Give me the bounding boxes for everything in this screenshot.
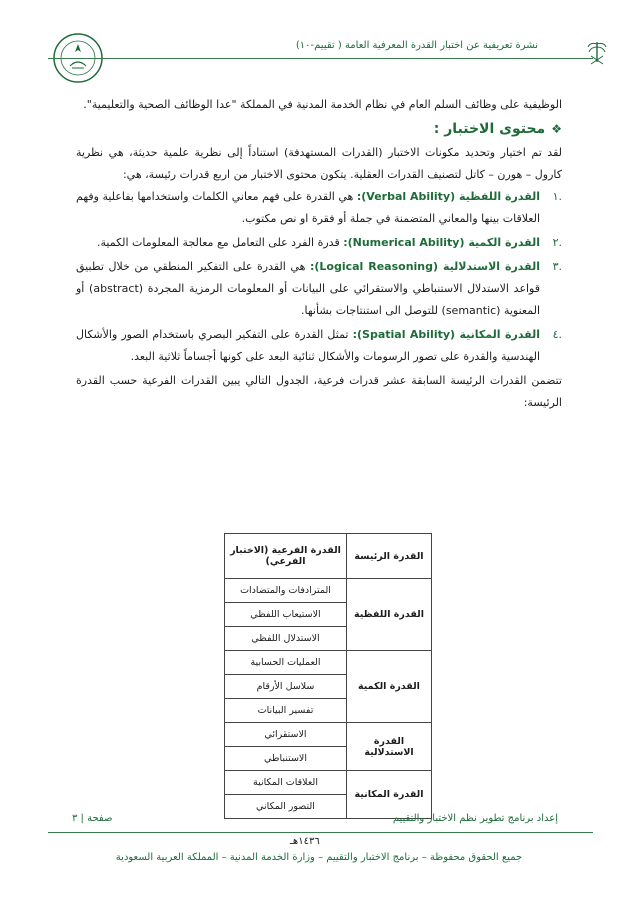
footer-page-number: صفحة | ٣	[72, 813, 113, 824]
table-row	[225, 651, 432, 675]
list-item-text: هي القدرة على التفكير المنطقي من خلال تطبيق قواعد الاستدلال الاستنباطي والاستقرائي على البيانات أو المعلومات الرمزية المجردة (abstract) أو المعنوية (semantic) للتوصل الى استنتاجات بشأنها.	[76, 260, 541, 317]
table-row	[225, 771, 432, 795]
sub-ability-cell: تفسير البيانات	[225, 699, 347, 723]
footer-year: ١٤٣٦هـ	[290, 836, 320, 847]
section-paragraph: لقد تم اختيار وتحديد مكونات الاختبار (القدرات المستهدفة) استناداً إلى نظرية علمية حديثة، هي نظرية كارول – هورن – كاتل لتصنيف القدرات العقلية. يتكون محتوى الاختبار من اربع قدرات رئيسة، هي:	[76, 146, 562, 181]
palm-emblem-icon	[586, 38, 608, 66]
abilities-table	[224, 533, 432, 819]
closing-paragraph: تتضمن القدرات الرئيسة السابقة عشر قدرات فرعية، الجدول التالي يبين القدرات الفرعية حسب القدرة الرئيسة:	[76, 374, 562, 409]
table-row	[225, 723, 432, 747]
sub-ability-cell: الاستدلال اللفظي	[225, 627, 347, 651]
sub-ability-cell: سلاسل الأرقام	[225, 675, 347, 699]
section-heading	[76, 118, 562, 140]
list-item	[76, 232, 562, 254]
sub-ability-cell: الاستنباطي	[225, 747, 347, 771]
sub-ability-cell: العمليات الحسابية	[225, 651, 347, 675]
table-row	[225, 579, 432, 603]
table-header-row	[225, 534, 432, 579]
intro-paragraph: الوظيفية على وظائف السلم العام في نظام الخدمة المدنية في المملكة "عدا الوظائف الصحية والتعليمية".	[83, 98, 562, 111]
list-item-number: .١	[552, 190, 562, 203]
list-item-text: هي القدرة على فهم معاني الكلمات واستخدامها بفاعلية وفهم العلاقات بينها والمعاني المتضمنة في جملة أو فقرة او نص مكتوب.	[76, 190, 540, 225]
header-title: نشرة تعريفية عن اختبار القدرة المعرفية العامة ( تقييم-١٠)	[295, 40, 538, 51]
list-item-number: .٣	[552, 260, 562, 273]
section-heading-text: محتوى الاختبار :	[433, 121, 546, 137]
document-body	[76, 94, 562, 414]
main-ability-cell: القدرة اللفظية	[347, 579, 432, 651]
list-item-label: القدرة الكمية (Numerical Ability):	[343, 236, 540, 249]
col-header-main: القدرة الرئيسة	[347, 534, 432, 579]
list-item-text: تمثل القدرة على التفكير البصري باستخدام الصور والأشكال الهندسية والقدرة على تصور الرسومات والأشكال ثنائية البعد على كونها أجساماً ثلاثية البعد.	[76, 328, 540, 363]
list-item	[76, 324, 562, 368]
list-item-content	[76, 256, 540, 322]
col-header-sub: القدرة الفرعية (الاختبار الفرعي)	[225, 534, 347, 579]
diamond-bullet-icon: ❖	[551, 122, 562, 136]
main-ability-cell: القدرة المكانية	[347, 771, 432, 819]
footer-prepared-by: إعداد برنامج تطوير نظم الاختبار والتقييم	[392, 813, 558, 824]
list-item-content	[76, 232, 540, 254]
list-item	[76, 256, 562, 322]
footer-copyright: جميع الحقوق محفوظة – برنامج الاختبار والتقييم – وزارة الخدمة المدنية – المملكة العربية السعودية	[115, 852, 523, 863]
list-item	[76, 186, 562, 230]
sub-ability-cell: العلاقات المكانية	[225, 771, 347, 795]
sub-ability-cell: الاستقرائي	[225, 723, 347, 747]
sub-ability-cell: الاستيعاب اللفظي	[225, 603, 347, 627]
list-item-label: القدرة اللفظية (Verbal Ability):	[356, 190, 541, 203]
list-item-number: .٢	[552, 236, 562, 249]
main-ability-cell: القدرة الاستدلالية	[347, 723, 432, 771]
list-item-number: .٤	[552, 328, 562, 341]
footer-divider	[48, 832, 593, 833]
list-item-label: القدرة المكانية (Spatial Ability):	[352, 328, 540, 341]
list-item-content	[76, 186, 540, 230]
main-ability-cell: القدرة الكمية	[347, 651, 432, 723]
sub-ability-cell: التصور المكاني	[225, 795, 347, 819]
sub-ability-cell: المترادفات والمتضادات	[225, 579, 347, 603]
list-item-label: القدرة الاستدلالية (Logical Reasoning):	[309, 260, 540, 273]
header-divider	[48, 58, 593, 59]
list-item-content	[76, 324, 540, 368]
list-item-text: قدرة الفرد على التعامل مع معالجة المعلومات الكمية.	[97, 236, 344, 249]
